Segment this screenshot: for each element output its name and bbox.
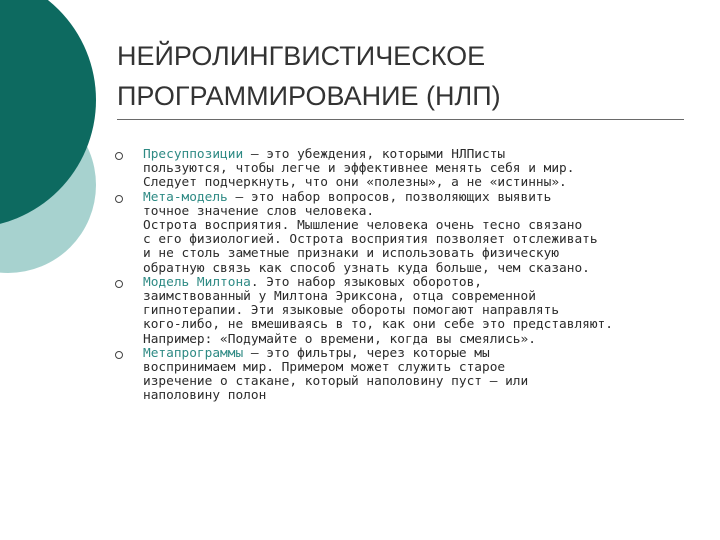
decorative-circles bbox=[0, 0, 120, 300]
list-item bbox=[113, 148, 693, 191]
item-line: обратную связь как способ узнать куда больше, чем сказано. bbox=[143, 260, 590, 276]
item-line: заимствованный у Милтона Эриксона, отца современной bbox=[143, 289, 536, 305]
item-line: кого-либо, не вмешиваясь в то, как они себе это представляют. bbox=[143, 317, 613, 333]
item-line bbox=[143, 191, 693, 205]
list-item bbox=[113, 276, 693, 347]
item-text: — это набор вопросов, позволяющих выявить bbox=[227, 189, 552, 205]
bullet-list bbox=[113, 148, 693, 404]
title-divider bbox=[117, 119, 684, 120]
bullet-circle-icon bbox=[115, 351, 123, 359]
bullet-circle-icon bbox=[115, 152, 123, 160]
item-line: и не столь заметные признаки и использовать физическую bbox=[143, 246, 560, 262]
item-line bbox=[143, 148, 693, 162]
item-text: — это фильтры, через которые мы bbox=[243, 345, 490, 361]
item-text: — это убеждения, которыми НЛПисты bbox=[243, 147, 506, 162]
item-line bbox=[143, 276, 693, 290]
item-line: наполовину полон bbox=[143, 388, 267, 404]
page-title bbox=[117, 36, 697, 116]
item-line: изречение о стакане, который наполовину пуст — или bbox=[143, 374, 529, 390]
item-line: Следует подчеркнуть, что они «полезны», а не «истинны». bbox=[143, 175, 567, 191]
title-line-1: НЕЙРОЛИНГВИСТИЧЕСКОЕ bbox=[117, 41, 486, 71]
term: Метапрограммы bbox=[143, 345, 244, 361]
title-line-2: ПРОГРАММИРОВАНИЕ (НЛП) bbox=[117, 81, 501, 111]
bullet-circle-icon bbox=[115, 280, 123, 288]
item-line: пользуются, чтобы легче и эффективнее менять себя и мир. bbox=[143, 161, 575, 177]
item-text: . Это набор языковых оборотов, bbox=[250, 274, 483, 290]
list-item bbox=[113, 191, 693, 276]
term: Модель Милтона bbox=[143, 274, 251, 290]
item-line: гипнотерапии. Эти языковые обороты помогают направлять bbox=[143, 303, 560, 319]
term: Пресуппозиции bbox=[143, 147, 244, 162]
item-line: воспринимаем мир. Примером может служить старое bbox=[143, 360, 506, 376]
item-line: Острота восприятия. Мышление человека очень тесно связано bbox=[143, 218, 583, 234]
list-item bbox=[113, 347, 693, 404]
item-line: точное значение слов человека. bbox=[143, 203, 375, 219]
term: Мета-модель bbox=[143, 189, 228, 205]
item-line bbox=[143, 347, 693, 361]
item-line: с его физиологией. Острота восприятия позволяет отслеживать bbox=[143, 232, 598, 248]
item-line: Например: «Подумайте о времени, когда вы смеялись». bbox=[143, 331, 536, 347]
bullet-circle-icon bbox=[115, 195, 123, 203]
